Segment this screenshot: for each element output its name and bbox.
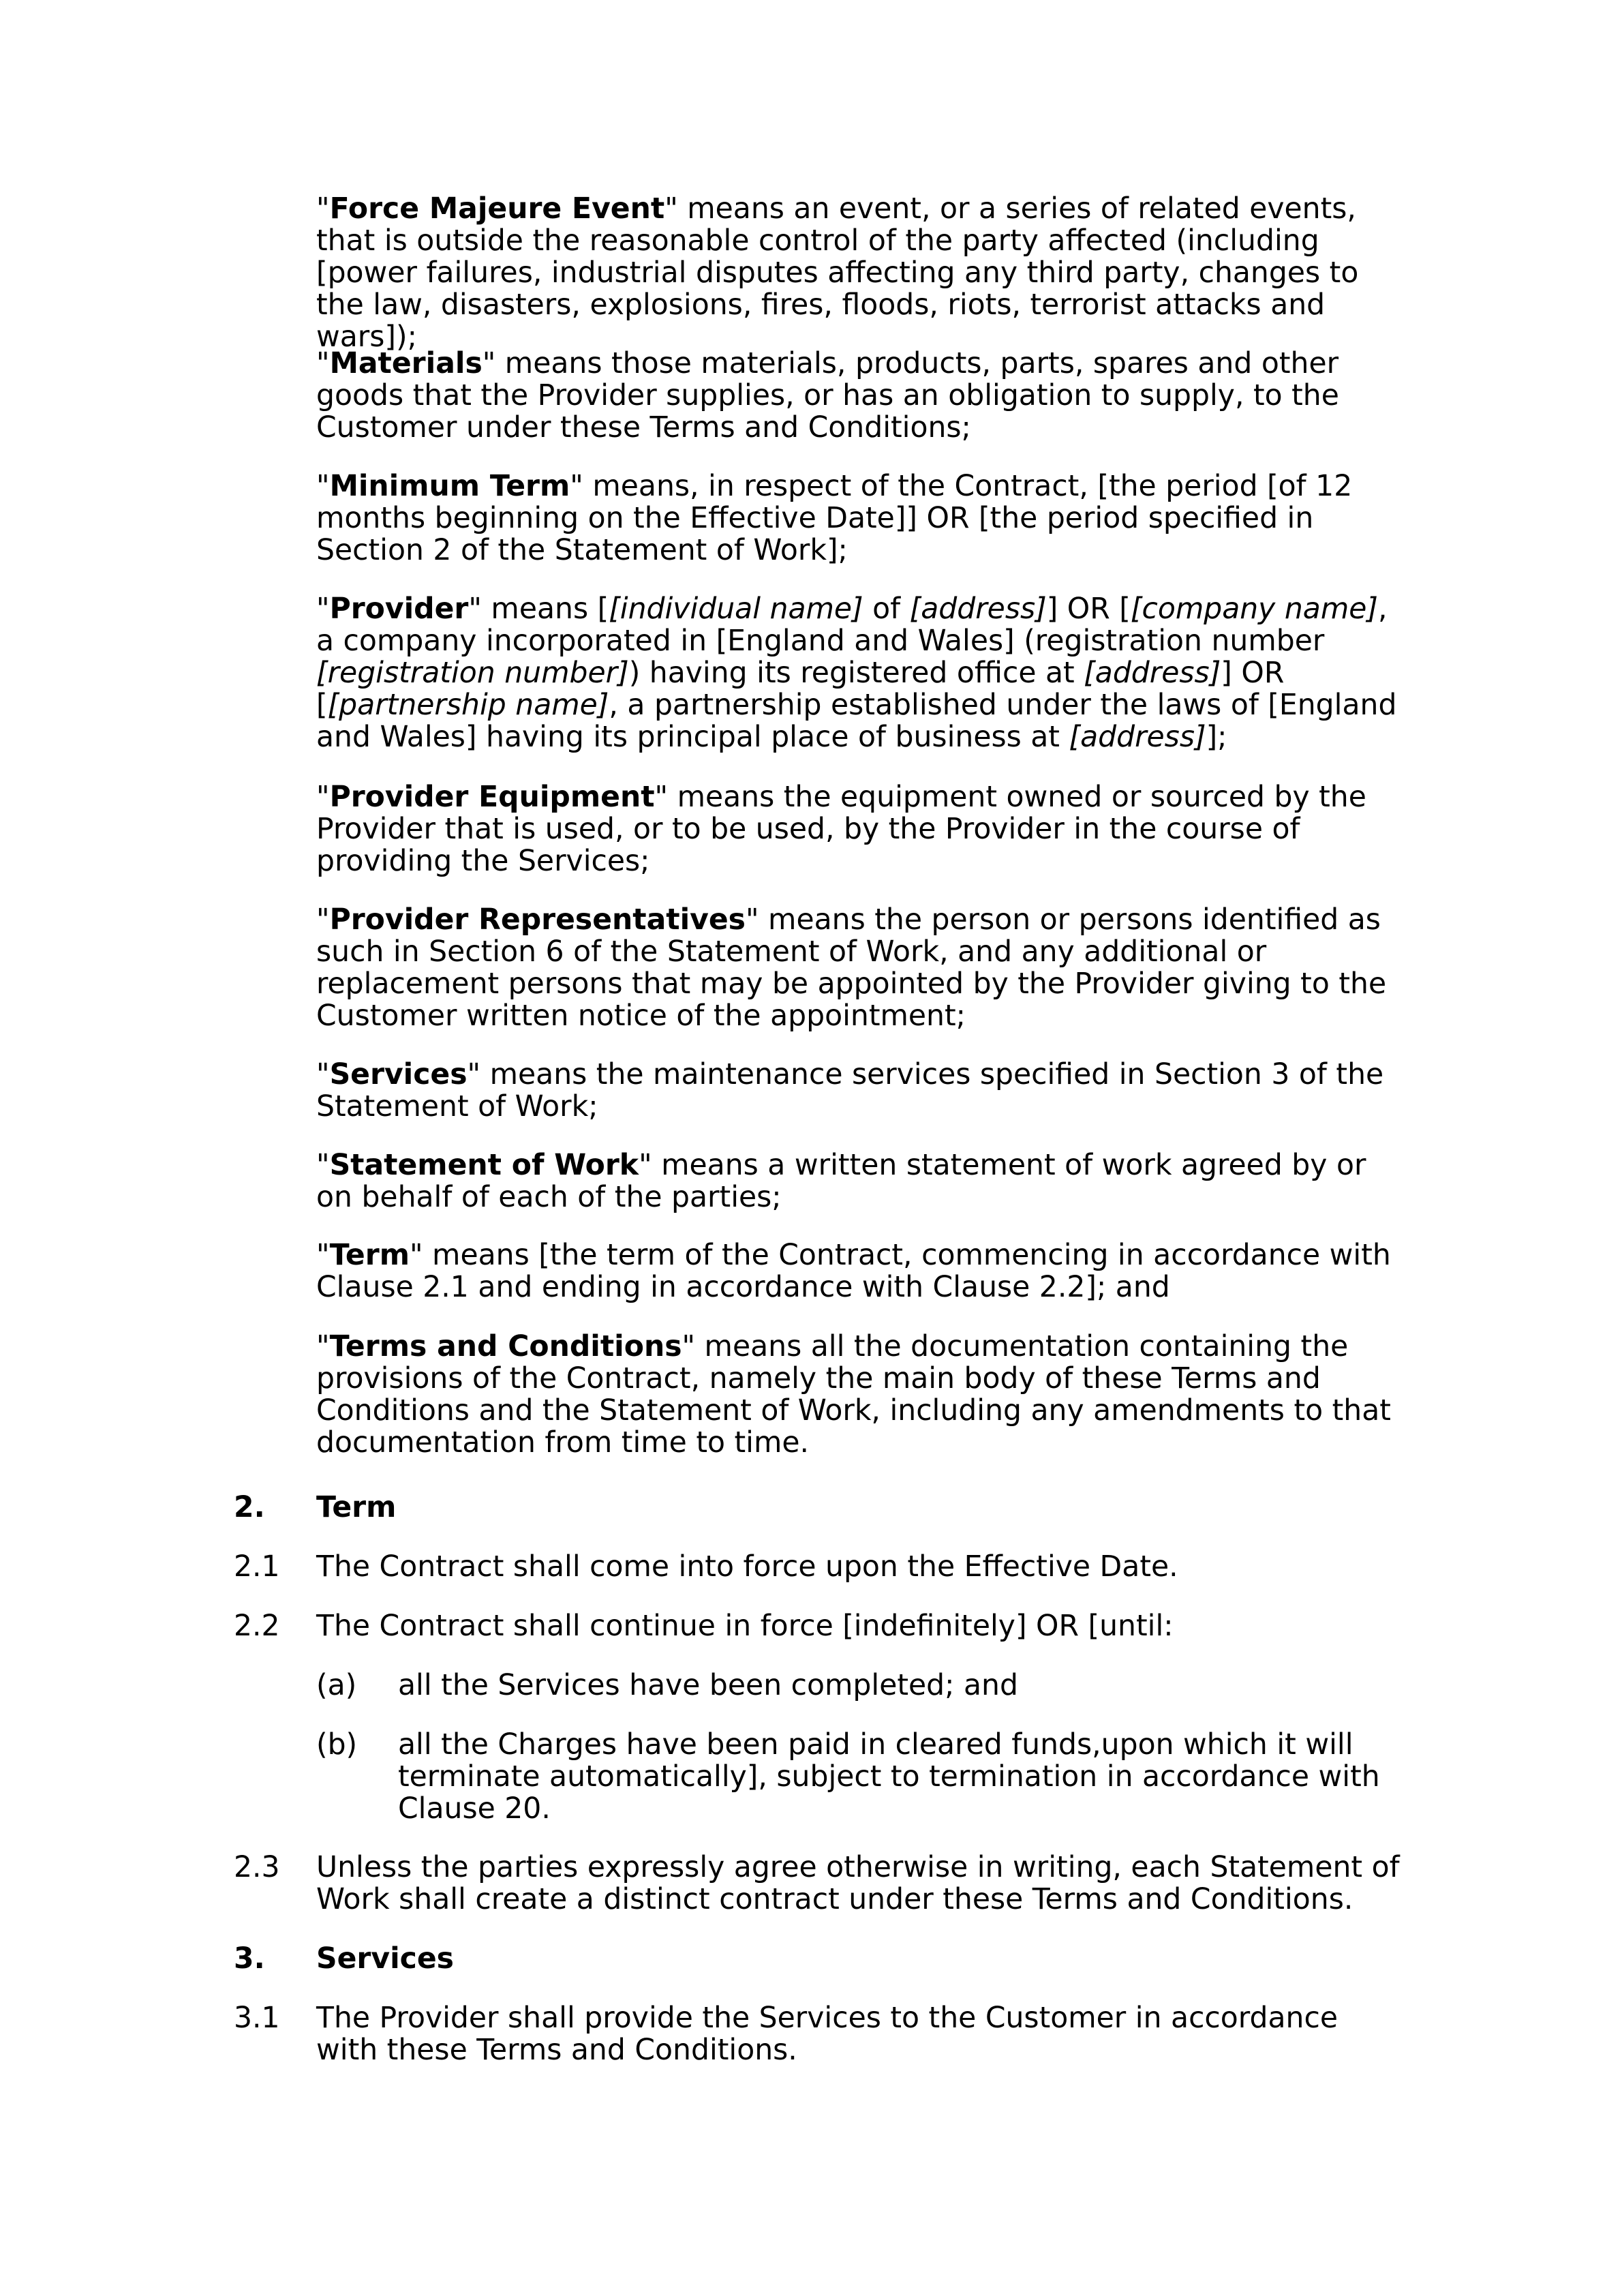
defined-term: Services [329,1058,468,1091]
definition-force-majeure-event: "Force Majeure Event" means an event, or a series of related events, that is outside the reasonable control of the party affected (including [power failures, industrial disputes affecting any third party, changes to the law, disasters, explosions, fires, floods, riots, terrorist attacks and wars]); [316,192,1359,354]
definition-minimum-term: "Minimum Term" means, in respect of the Contract, [the period [of 12 months beginning on the Effective Date]] OR [the period specified in Section 2 of the Statement of Work]; [316,470,1353,567]
subclause-number: (a) [316,1669,357,1702]
defined-term: Force Majeure Event [329,192,665,226]
defined-term: Minimum Term [329,470,570,503]
definition-provider-representatives: "Provider Representatives" means the person or persons identified as such in Section 6 of the Statement of Work, and any additional or replacement persons that may be appointed by the Provider giving to the Customer written notice of the appointment; [316,903,1387,1033]
clause-3-1-text: The Provider shall provide the Services to the Customer in accordance with these Terms and Conditions. [316,2002,1338,2067]
defined-term: Provider [329,592,469,626]
definition-services: "Services" means the maintenance services specified in Section 3 of the Statement of Work; [316,1058,1384,1123]
defined-term: Materials [329,347,483,380]
defined-term: Term [329,1239,410,1272]
defined-term: Terms and Conditions [329,1330,682,1363]
clause-number: 3.1 [234,2002,280,2035]
definition-statement-of-work: "Statement of Work" means a written statement of work agreed by or on behalf of each of the parties; [316,1149,1366,1214]
clause-number: 2.1 [234,1550,280,1584]
clause-number: 2.3 [234,1851,280,1884]
definition-materials: "Materials" means those materials, products, parts, spares and other goods that the Provider supplies, or has an obligation to supply, to the Customer under these Terms and Conditions; [316,347,1339,444]
clause-2-3-text: Unless the parties expressly agree otherwise in writing, each Statement of Work shall create a distinct contract under these Terms and Conditions. [316,1851,1400,1916]
section-3-title: Services [316,1942,454,1976]
definition-terms-and-conditions: "Terms and Conditions" means all the documentation containing the provisions of the Contract, namely the main body of these Terms and Conditions and the Statement of Work, including any amendments to that documentation from time to time. [316,1330,1391,1460]
defined-term: Statement of Work [329,1149,639,1182]
defined-term: Provider Representatives [329,903,746,937]
definition-term: "Term" means [the term of the Contract, commencing in accordance with Clause 2.1 and ending in accordance with Clause 2.2]; and [316,1239,1391,1304]
subclause-number: (b) [316,1728,358,1762]
definition-provider-equipment: "Provider Equipment" means the equipment owned or sourced by the Provider that is used, or to be used, by the Provider in the course of providing the Services; [316,781,1366,878]
section-3-number: 3. [234,1942,265,1976]
section-2-title: Term [316,1491,397,1524]
subclause-a-text: all the Services have been completed; and [398,1669,1018,1702]
definition-provider: "Provider" means [[individual name] of [address]] OR [[company name], a company incorporated in [England and Wales] (registration number [registration number]) having its registered office at [address]] OR [[partnership name], a partnership established under the laws of [England and Wales] having its principal place of business at [address]]; [316,592,1397,754]
section-2-number: 2. [234,1491,265,1524]
clause-2-1-text: The Contract shall come into force upon the Effective Date. [316,1550,1178,1584]
subclause-b-text: all the Charges have been paid in cleared funds,upon which it will terminate automatically], subject to termination in accordance with Clause 20. [398,1728,1380,1826]
defined-term: Provider Equipment [329,781,655,814]
clause-2-2-text: The Contract shall continue in force [indefinitely] OR [until: [316,1610,1174,1643]
clause-number: 2.2 [234,1610,280,1643]
